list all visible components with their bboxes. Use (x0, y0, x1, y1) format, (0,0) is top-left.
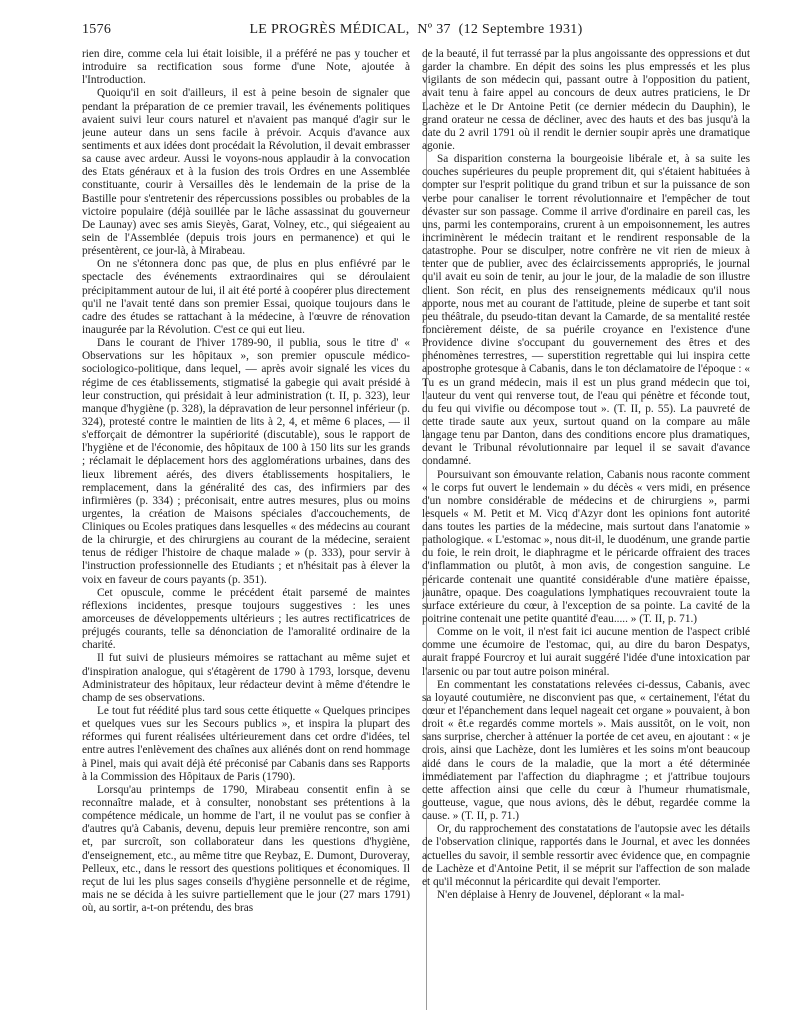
paragraph: Le tout fut réédité plus tard sous cette étiquette « Quelques principes et quelques vues sur les Secours publics », et inspira la plupart des réformes qui furent réalisées ultérieurement dans cet ordre d'idées, tel entre autres l'enlèvement des chaînes aux aliénés dont on rend hommage à Pinel, mais qui avait déjà été préconisé par Cabanis dans ses Rapports à la Commission des Hôpitaux de Paris (1790). (82, 705, 410, 783)
paragraph: de la beauté, il fut terrassé par la plus angoissante des oppressions et dut garder la chambre. En dépit des soins les plus empressés et les plus vigilants de son médecin qui, passant outre à l'opposition du patient, avait tenu à faire appel au concours de deux autres praticiens, le Dr Lachèze et le Dr Antoine Petit (ce dernier médecin du Dauphin), le grand orateur ne cessa de décliner, avec des hauts et des bas jusqu'à la date du 2 avril 1791 où il rendit le dernier soupir après une dramatique agonie. (422, 48, 750, 152)
right-column (422, 48, 750, 1013)
issue-number: Nº 37 (417, 22, 451, 37)
page-number: 1576 (82, 22, 112, 37)
paragraph: Il fut suivi de plusieurs mémoires se rattachant au même sujet et d'inspiration analogue, qui s'étagèrent de 1790 à 1793, lorsque, devenu Administrateur des hôpitaux, leur rédacteur devint à même d'étendre le champ de ses observations. (82, 652, 410, 704)
journal-name: LE PROGRÈS MÉDICAL, (249, 22, 410, 37)
paragraph: Poursuivant son émouvante relation, Cabanis nous raconte comment « le corps fut ouvert le lendemain » du décès « vers midi, en présence d'un nombre considérable de médecins et de chirurgiens », parmi lesquels « M. Petit et M. Vicq d'Azyr dont les opinions font autorité dans toutes les parties de la médecine, mais surtout dans l'anatomie » pathologique. « L'estomac », nous dit-il, le duodénum, une grande partie du foie, le rein droit, le diaphragme et le péricarde offraient des traces d'inflammation ou plutôt, à mon avis, de congestion sanguine. Le péricarde contenait une quantité considérable d'une matière épaisse, jaunâtre, opaque. Des coagulations lymphatiques recouvraient toute la surface extérieure du cœur, à l'exception de sa pointe. La cavité de la poitrine contenait une petite quantité d'eau..... » (T. II, p. 71.) (422, 468, 750, 626)
paragraph: En commentant les constatations relevées ci-dessus, Cabanis, avec sa loyauté coutumière, ne disconvient pas que, « certainement, l'état du cœur et l'épanchement dans lequel nageait cet organe » pouvaient, à bon droit « êt.e regardés comme mortels ». Mais aussitôt, on le voit, non sans surprise, chercher à atténuer la portée de cet aveu, en ajoutant : « je crois, ainsi que Lachèze, dont les lumières et les soins m'ont beaucoup aidé dans le cours de la maladie, que la mort a été déterminée immédiatement par l'affection du diaphragme ; et j'attribue toujours cette affection ainsi que celle du cœur à l'humeur rhumatismale, goutteuse, vague, que nous avions, dès le début, regardée comme la cause. » (T. II, p. 71.) (422, 678, 750, 823)
paragraph: rien dire, comme cela lui était loisible, il a préféré ne pas y toucher et introduire sa rectification sous forme d'une Note, ajoutée à l'Introduction. (82, 48, 410, 87)
paragraph: Sa disparition consterna la bourgeoisie libérale et, à sa suite les couches supérieures du peuple proprement dit, qui s'étaient habituées à compter sur l'esprit politique du grand tribun et sur la puissance de son verbe pour canaliser le torrent révolutionnaire et l'empêcher de tout dévaster sur son passage. Comme il arrive d'ordinaire en pareil cas, les uns, parmi les contemporains, crurent à un empoisonnement, les autres incriminèrent le médecin traitant et le rendirent responsable de la catastrophe. Pour se disculper, notre confrère ne vit rien de mieux à tenter que de publier, avec des éclaircissements appropriés, le journal qu'il avait eu soin de tenir, au jour le jour, de la maladie de son illustre client. Son récit, en plus des renseignements médicaux qu'il nous apporte, nous met au courant de l'attitude, pleine de superbe et tant soit peu théâtrale, du pseudo-titan devant la Camarde, de sa mentalité restée foncièrement déiste, de sa puérile croyance en l'existence d'une Providence divine s'occupant du gouvernement des êtres et des phénomènes terrestres, — superstition regrettable qui lui inspira cette apostrophe grotesque à Cabanis, dans le ton déclamatoire de l'époque : « Tu es un grand médecin, mais il est un plus grand médecin que toi, l'auteur du vent qui renverse tout, de l'eau qui pénètre et féconde tout, du feu qui vivifie ou décompose tout ». (T. II, p. 55). La pauvreté de cette tirade saute aux yeux, surtout quand on la compare au mâle langage tenu par Danton, dans des conditions encore plus dramatiques, devant le Tribunal révolutionnaire par lequel il se savait d'avance condamné. (422, 153, 750, 468)
left-column (82, 48, 410, 1013)
running-header (82, 20, 750, 42)
article-body (82, 48, 750, 1013)
issue-date: (12 Septembre 1931) (458, 22, 583, 37)
paragraph: Dans le courant de l'hiver 1789-90, il publia, sous le titre d' « Observations sur les hôpitaux », son premier opuscule médico-sociologico-politique, dans lequel, — après avoir signalé les vices du régime de ces établissements, stigmatisé la gabegie qui avait présidé à leur construction, qui présidait à leur administration (t. II, p. 323), leur manque d'hygiène (p. 328), la dépravation de leur personnel inférieur (p. 324), protesté contre le maintien de lits à 2, 4, et même 6 places, — il s'efforçait de démontrer la supériorité (discutable), sous le rapport de l'hygiène et de l'économie, des hôpitaux de 100 à 150 lits sur les grands ; réclamait le déplacement hors des agglomérations urbaines, dans des lieux librement aérés, des divers établissements hospitaliers, le remplacement, dans la généralité des cas, des infirmiers par des infirmières (p. 334) ; préconisait, entre autres mesures, plus ou moins urgentes, la création de Maisons spéciales d'accouchements, de Cliniques ou Ecoles pratiques dans lesquelles « des médecins au courant de la chirurgie, et des chirurgiens au courant de la médecine, seraient tenus de rédiger l'histoire de chaque malade » (p. 333), pour servir à l'instruction professionnelle des Etudiants ; et n'hésitait pas à élever la voix en faveur de cours payants (p. 351). (82, 337, 410, 586)
paragraph: Comme on le voit, il n'est fait ici aucune mention de l'aspect criblé comme une écumoire de l'estomac, qui, au dire du baron Despatys, aurait frappé Fourcroy et lui aurait suggéré l'idée d'une intoxication par l'arsenic ou par tout autre poison minéral. (422, 626, 750, 678)
paragraph: Lorsqu'au printemps de 1790, Mirabeau consentit enfin à se reconnaître malade, et à consulter, nonobstant ses prétentions à la compétence médicale, un homme de l'art, il ne voulut pas se confier à d'autres qu'à Cabanis, devenu, depuis leur première rencontre, son ami et, par surcroît, son collaborateur dans les questions d'hygiène, d'enseignement, etc., au même titre que Reybaz, E. Dumont, Duroveray, Pelleux, etc., dans le ressort des questions politiques et économiques. Il reçut de lui les plus sages conseils d'hygiène personnelle et de régime, mais ne se décida à les suivre partiellement que le jour (27 mars 1791) où, au sortir, a-t-on prétendu, des bras (82, 783, 410, 915)
paragraph: Or, du rapprochement des constatations de l'autopsie avec les détails de l'observation clinique, rapportés dans le Journal, et avec les données actuelles du savoir, il semble ressortir avec évidence que, en compagnie de Lachèze et d'Antoine Petit, il se méprit sur l'affection de son malade et qu'il méconnut la péricardite qui devait l'emporter. (422, 823, 750, 888)
journal-title-line (82, 22, 750, 38)
paragraph: Quoiqu'il en soit d'ailleurs, il est à peine besoin de signaler que pendant la préparation de ce premier travail, les événements politiques avaient suivi leur cours naturel et n'avaient pas manqué d'agir sur le jeune auteur dans un sens facile à prévoir. Acquis d'avance aux sentiments et aux idées dont procédait la Révolution, il devait embrasser sa cause avec ardeur. Aussi le voyons-nous applaudir à la convocation des Etats généraux et à la fusion des trois Ordres en une Assemblée constituante, courir à Versailles dès le lendemain de la prise de la Bastille pour s'entretenir des répercussions possibles ou probables de la victoire populaire (déjà souillée par le lâche assassinat du gouverneur De Launay) avec ses amis Sieyès, Garat, Volney, etc., qui siégeaient au sein de l'Assemblée (depuis trois jours en permanence) et qui le présentèrent, ce jour-là, à Mirabeau. (82, 87, 410, 258)
paragraph: Cet opuscule, comme le précédent était parsemé de maintes réflexions incidentes, presque toujours suggestives : les unes amorceuses de développements ultérieurs ; les autres rectificatrices de préjugés courants, telle sa dénonciation de l'amoralité ordinaire de la charité. (82, 586, 410, 652)
paragraph: On ne s'étonnera donc pas que, de plus en plus enfiévré par le spectacle des événements extraordinaires qui se déroulaient précipitamment autour de lui, il ait été porté à coopérer plus directement qu'il ne l'avait tenté dans son premier Essai, quoique toujours dans le cadre des études se rattachant à la médecine, à l'œuvre de rénovation inaugurée par la Révolution. C'est ce qui eut lieu. (82, 258, 410, 336)
paragraph: N'en déplaise à Henry de Jouvenel, déplorant « la mal- (437, 889, 685, 901)
